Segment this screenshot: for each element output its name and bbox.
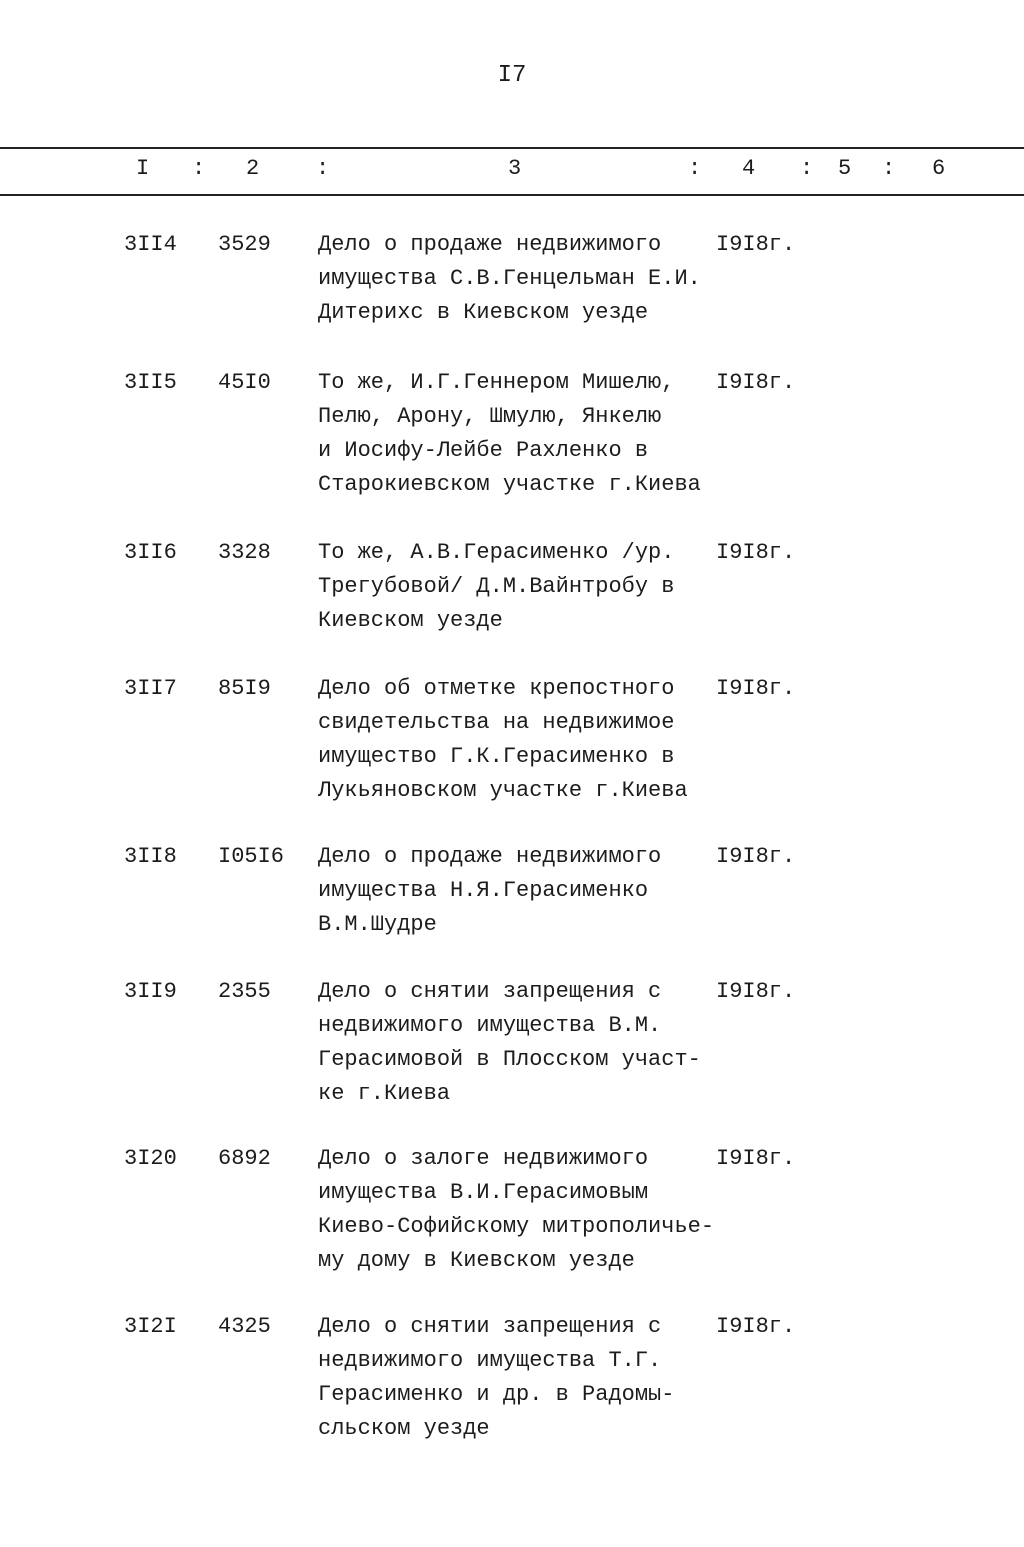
description-line: Герасимовой в Плосском участ- [318,1047,701,1072]
record-number: 3I2I [124,1314,177,1339]
description-line: Дело о залоге недвижимого [318,1146,649,1171]
record-reference: 85I9 [218,676,271,701]
record-description [318,840,718,942]
description-line: Трегубовой/ Д.М.Вайнтробу в [318,574,675,599]
column-separator: : [192,156,206,181]
description-line: недвижимого имущества Т.Г. [318,1348,662,1373]
record-number: 3I20 [124,1146,177,1171]
column-header-6: 6 [932,156,946,181]
record-year: I9I8г. [716,676,796,701]
description-line: Киево-Софийскому митрополичье- [318,1214,715,1239]
record-number: 3II6 [124,540,177,565]
record-year: I9I8г. [716,1146,796,1171]
description-line: ке г.Киева [318,1081,451,1106]
column-header-row [0,152,1024,188]
description-line: Дело об отметке крепостного [318,676,675,701]
description-line: свидетельства на недвижимое [318,710,675,735]
description-line: Дело о снятии запрещения с [318,1314,662,1339]
header-top-rule [0,147,1024,149]
column-separator: : [800,156,814,181]
description-line: Киевском уезде [318,608,503,633]
description-line: Дело о продаже недвижимого [318,844,662,869]
description-line: Старокиевском участке г.Киева [318,472,701,497]
record-number: 3II4 [124,232,177,257]
page-number: I7 [497,62,527,89]
record-reference: 3529 [218,232,271,257]
description-line: То же, И.Г.Геннером Мишелю, [318,370,675,395]
description-line: Пелю, Арону, Шмулю, Янкелю [318,404,662,429]
description-line: му дому в Киевском уезде [318,1248,635,1273]
description-line: Дело о снятии запрещения с [318,979,662,1004]
record-number: 3II8 [124,844,177,869]
record-description [318,536,718,638]
record-year: I9I8г. [716,1314,796,1339]
description-line: То же, А.В.Герасименко /ур. [318,540,675,565]
record-number: 3II9 [124,979,177,1004]
column-header-5: 5 [838,156,852,181]
record-number: 3II7 [124,676,177,701]
description-line: имущества Н.Я.Герасименко [318,878,649,903]
column-header-4: 4 [742,156,756,181]
record-reference: 6892 [218,1146,271,1171]
record-year: I9I8г. [716,370,796,395]
record-reference: 2355 [218,979,271,1004]
description-line: В.М.Шудре [318,912,437,937]
column-header-1: I [136,156,150,181]
record-reference: 45I0 [218,370,271,395]
description-line: сльском уезде [318,1416,490,1441]
header-bottom-rule [0,194,1024,196]
record-description [318,228,718,330]
description-line: имущество Г.К.Герасименко в [318,744,675,769]
description-line: Герасименко и др. в Радомы- [318,1382,675,1407]
record-description [318,1142,718,1278]
description-line: Дитерихс в Киевском уезде [318,300,649,325]
record-year: I9I8г. [716,540,796,565]
record-reference: I05I6 [218,844,285,869]
column-separator: : [316,156,330,181]
record-year: I9I8г. [716,232,796,257]
description-line: и Иосифу-Лейбе Рахленко в [318,438,649,463]
record-year: I9I8г. [716,979,796,1004]
record-number: 3II5 [124,370,177,395]
record-reference: 4325 [218,1314,271,1339]
column-header-3: 3 [508,156,522,181]
record-description [318,672,718,808]
record-reference: 3328 [218,540,271,565]
description-line: Дело о продаже недвижимого [318,232,662,257]
description-line: имущества С.В.Генцельман Е.И. [318,266,701,291]
column-separator: : [882,156,896,181]
description-line: имущества В.И.Герасимовым [318,1180,649,1205]
description-line: недвижимого имущества В.М. [318,1013,662,1038]
column-separator: : [688,156,702,181]
record-description [318,366,718,502]
column-header-2: 2 [246,156,260,181]
record-year: I9I8г. [716,844,796,869]
description-line: Лукьяновском участке г.Киева [318,778,688,803]
record-description [318,1310,718,1446]
record-description [318,975,718,1111]
